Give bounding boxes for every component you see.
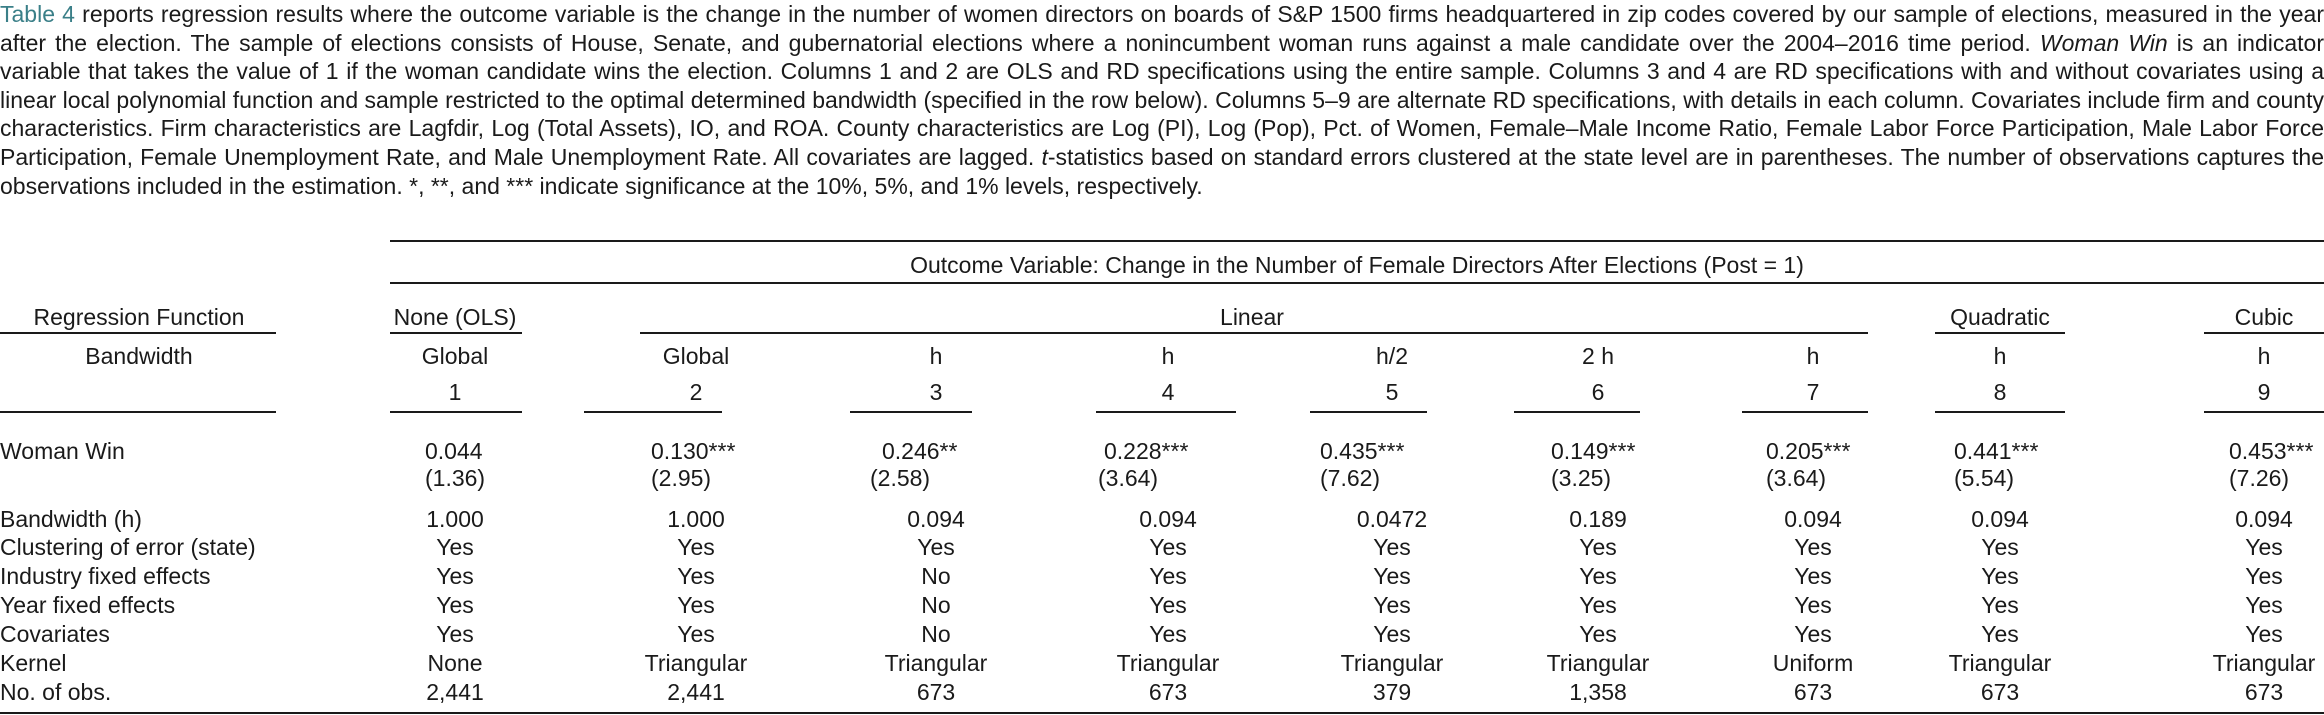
bandwidth-col-4: h <box>1161 343 1175 369</box>
row-3-col-8: Yes <box>1981 563 2019 589</box>
quadratic-rule <box>1935 332 2065 334</box>
row-6-col-5: Triangular <box>1340 650 1444 676</box>
row-5-col-3: No <box>921 621 951 647</box>
column-number-rule-6 <box>1514 411 1640 413</box>
row-label-7: No. of obs. <box>0 679 112 705</box>
woman-win-coef-1: 0.044 <box>425 438 483 464</box>
row-label-3: Industry fixed effects <box>0 563 211 589</box>
row-3-col-5: Yes <box>1373 563 1411 589</box>
row-7-col-2: 2,441 <box>667 679 725 705</box>
row-2-col-5: Yes <box>1373 534 1411 560</box>
row-label-4: Year fixed effects <box>0 592 176 618</box>
row-label-6: Kernel <box>0 650 67 676</box>
bandwidth-col-5: h/2 <box>1376 343 1408 369</box>
woman-win-coef-7: 0.205*** <box>1766 438 1851 464</box>
regression-function-rule <box>0 332 276 334</box>
outcome-variable-header: Outcome Variable: Change in the Number of Female Directors After Elections (Post = 1) <box>910 252 1804 278</box>
row-7-col-1: 2,441 <box>426 679 484 705</box>
table-caption <box>0 0 2324 200</box>
woman-win-coef-5: 0.435*** <box>1320 438 1405 464</box>
table-top-rule <box>390 240 2324 242</box>
row-1-col-8: 0.094 <box>1971 506 2029 532</box>
group-quadratic: Quadratic <box>1950 304 2050 330</box>
column-number-6: 6 <box>1591 379 1605 405</box>
bandwidth-col-2: Global <box>662 343 730 369</box>
woman-win-tstat-3: (2.58) <box>870 465 931 491</box>
none-ols-rule <box>390 332 522 334</box>
woman-win-coef-6: 0.149*** <box>1551 438 1636 464</box>
caption-t-term: t <box>1041 143 1048 170</box>
row-6-col-7: Uniform <box>1772 650 1854 676</box>
row-7-col-3: 673 <box>916 679 956 705</box>
woman-win-tstat-9: (7.26) <box>2229 465 2290 491</box>
row-7-col-5: 379 <box>1372 679 1412 705</box>
bandwidth-col-1: Global <box>421 343 489 369</box>
column-number-2: 2 <box>689 379 703 405</box>
woman-win-tstat-6: (3.25) <box>1551 465 1612 491</box>
row-2-col-8: Yes <box>1981 534 2019 560</box>
woman-win-label: Woman Win <box>0 438 125 464</box>
group-none-ols: None (OLS) <box>393 304 517 330</box>
row-6-col-3: Triangular <box>884 650 988 676</box>
woman-win-coef-8: 0.441*** <box>1954 438 2039 464</box>
bandwidth-col-9: h <box>2257 343 2271 369</box>
row-label-5: Covariates <box>0 621 110 647</box>
bandwidth-col-8: h <box>1993 343 2007 369</box>
bandwidth-col-7: h <box>1806 343 1820 369</box>
row-1-col-1: 1.000 <box>426 506 484 532</box>
woman-win-tstat-7: (3.64) <box>1766 465 1827 491</box>
row-3-col-6: Yes <box>1579 563 1617 589</box>
row-2-col-3: Yes <box>917 534 955 560</box>
column-number-rule-7 <box>1742 411 1868 413</box>
row-5-col-9: Yes <box>2245 621 2283 647</box>
bandwidth-label: Bandwidth <box>85 343 193 369</box>
row-1-col-4: 0.094 <box>1139 506 1197 532</box>
row-2-col-1: Yes <box>436 534 474 560</box>
row-3-col-1: Yes <box>436 563 474 589</box>
row-1-col-5: 0.0472 <box>1356 506 1428 532</box>
row-4-col-7: Yes <box>1794 592 1832 618</box>
caption-text-2: is an indicator variable that takes the value of 1 if the woman candidate wins the election. Columns 1 and 2 are OLS and RD specifications using the entire sample. Columns 3 and 4 are RD specifications with and without covariates using a linear local polynomial function and sample restricted to the optimal determined bandwidth (specified in the row below). Columns 5–9 are alternate RD specifications, with details in each column. Covariates include firm and county characteristics. Firm characteristics are Lagfdir, Log (Total Assets), IO, and ROA. County characteristics are Log (PI), Log (Pop), Pct. of Women, Female–Male Income Ratio, Female Labor Force Participation, Male Labor Force Participation, Female Unemployment Rate, and Male Unemployment Rate. All covariates are lagged. <box>0 29 2324 170</box>
row-3-col-3: No <box>921 563 951 589</box>
row-4-col-8: Yes <box>1981 592 2019 618</box>
woman-win-coef-4: 0.228*** <box>1104 438 1189 464</box>
row-7-col-6: 1,358 <box>1569 679 1627 705</box>
column-number-rule-8 <box>1935 411 2065 413</box>
row-5-col-8: Yes <box>1981 621 2019 647</box>
row-4-col-9: Yes <box>2245 592 2283 618</box>
linear-rule <box>640 332 1868 334</box>
woman-win-tstat-1: (1.36) <box>425 465 486 491</box>
regression-table <box>0 240 2324 715</box>
table-bottom-rule <box>0 712 2324 714</box>
row-3-col-9: Yes <box>2245 563 2283 589</box>
column-number-9: 9 <box>2257 379 2271 405</box>
group-cubic: Cubic <box>2234 304 2294 330</box>
row-2-col-2: Yes <box>677 534 715 560</box>
row-6-col-8: Triangular <box>1948 650 2052 676</box>
row-1-col-2: 1.000 <box>667 506 725 532</box>
column-number-7: 7 <box>1806 379 1820 405</box>
column-label-rule <box>0 411 276 413</box>
row-2-col-7: Yes <box>1794 534 1832 560</box>
row-2-col-4: Yes <box>1149 534 1187 560</box>
column-number-rule-3 <box>850 411 972 413</box>
column-number-rule-4 <box>1096 411 1236 413</box>
column-number-rule-9 <box>2204 411 2324 413</box>
column-number-8: 8 <box>1993 379 2007 405</box>
woman-win-tstat-5: (7.62) <box>1320 465 1381 491</box>
woman-win-tstat-8: (5.54) <box>1954 465 2015 491</box>
row-label-1: Bandwidth (h) <box>0 506 142 532</box>
row-7-col-7: 673 <box>1793 679 1833 705</box>
row-7-col-9: 673 <box>2244 679 2284 705</box>
woman-win-tstat-4: (3.64) <box>1098 465 1159 491</box>
row-3-col-2: Yes <box>677 563 715 589</box>
row-6-col-4: Triangular <box>1116 650 1220 676</box>
woman-win-coef-9: 0.453*** <box>2229 438 2314 464</box>
row-2-col-6: Yes <box>1579 534 1617 560</box>
row-4-col-4: Yes <box>1149 592 1187 618</box>
woman-win-coef-2: 0.130*** <box>651 438 736 464</box>
caption-text-3: -statistics based on standard errors clustered at the state level are in parentheses. The number of observations captures the observations included in the estimation. *, **, and *** indicate significance at the 10%, 5%, and 1% levels, respectively. <box>0 143 2324 199</box>
column-number-rule-1 <box>390 411 522 413</box>
caption-text-1: reports regression results where the outcome variable is the change in the number of women directors on boards of S&P 1500 firms headquartered in zip codes covered by our sample of elections, measured in the year after the election. The sample of elections consists of House, Senate, and gubernatorial elections where a nonincumbent woman runs against a male candidate over the 2004–2016 time period. <box>0 1 2324 56</box>
row-5-col-5: Yes <box>1373 621 1411 647</box>
row-2-col-9: Yes <box>2245 534 2283 560</box>
woman-win-coef-3: 0.246** <box>882 438 958 464</box>
outcome-header-rule <box>390 282 2324 284</box>
row-5-col-1: Yes <box>436 621 474 647</box>
column-number-4: 4 <box>1161 379 1175 405</box>
row-1-col-9: 0.094 <box>2235 506 2293 532</box>
row-5-col-6: Yes <box>1579 621 1617 647</box>
column-number-3: 3 <box>929 379 943 405</box>
row-4-col-6: Yes <box>1579 592 1617 618</box>
bandwidth-col-3: h <box>929 343 943 369</box>
row-6-col-2: Triangular <box>644 650 748 676</box>
row-6-col-9: Triangular <box>2212 650 2316 676</box>
row-5-col-2: Yes <box>677 621 715 647</box>
row-4-col-3: No <box>921 592 951 618</box>
row-1-col-7: 0.094 <box>1784 506 1842 532</box>
regression-function-label: Regression Function <box>33 304 245 330</box>
row-6-col-1: None <box>427 650 483 676</box>
bandwidth-col-6: 2 h <box>1582 343 1614 369</box>
row-7-col-8: 673 <box>1980 679 2020 705</box>
row-label-2: Clustering of error (state) <box>0 534 256 560</box>
row-1-col-3: 0.094 <box>907 506 965 532</box>
row-4-col-2: Yes <box>677 592 715 618</box>
column-number-rule-5 <box>1310 411 1427 413</box>
row-7-col-4: 673 <box>1148 679 1188 705</box>
table-reference-link[interactable]: Table 4 <box>0 1 75 27</box>
row-5-col-4: Yes <box>1149 621 1187 647</box>
woman-win-tstat-2: (2.95) <box>651 465 712 491</box>
row-4-col-1: Yes <box>436 592 474 618</box>
row-4-col-5: Yes <box>1373 592 1411 618</box>
row-3-col-4: Yes <box>1149 563 1187 589</box>
column-number-1: 1 <box>448 379 462 405</box>
caption-woman-win-term: Woman Win <box>2039 29 2168 56</box>
row-6-col-6: Triangular <box>1546 650 1650 676</box>
group-linear: Linear <box>1220 304 1284 330</box>
column-number-5: 5 <box>1385 379 1399 405</box>
cubic-rule <box>2204 332 2324 334</box>
row-1-col-6: 0.189 <box>1569 506 1627 532</box>
row-3-col-7: Yes <box>1794 563 1832 589</box>
column-number-rule-2 <box>584 411 722 413</box>
row-5-col-7: Yes <box>1794 621 1832 647</box>
